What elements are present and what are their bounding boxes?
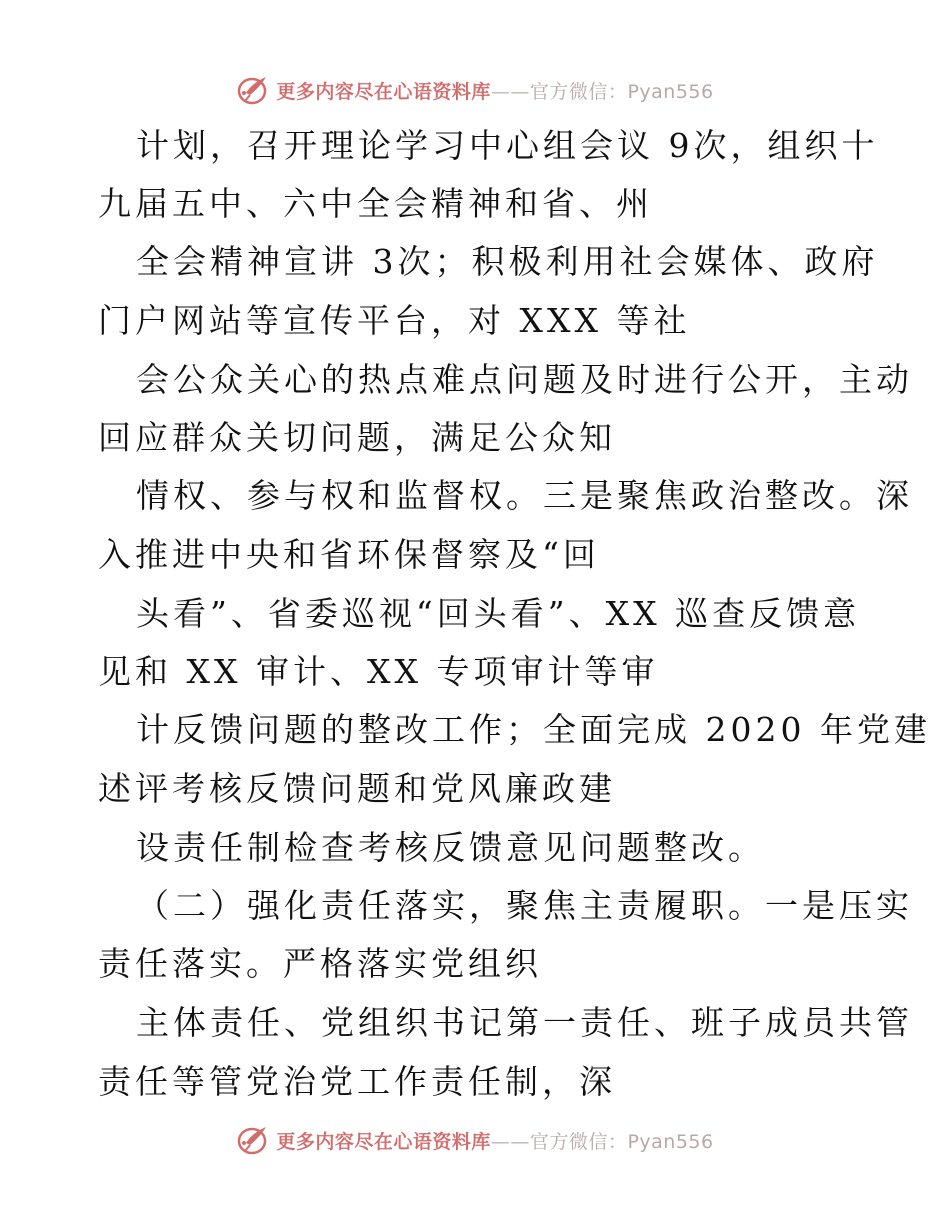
watermark-contact-id: Pyan556	[627, 80, 714, 103]
text-line: 全会精神宣讲 3次；积极利用社会媒体、政府	[136, 242, 879, 281]
text-line: 会公众关心的热点难点问题及时进行公开，主动	[136, 360, 913, 399]
text-line: 计反馈问题的整改工作；全面完成 2020 年党建	[136, 710, 931, 749]
text-line: 入推进中央和省环保督察及“回	[98, 535, 600, 574]
footer-watermark	[0, 1120, 950, 1160]
text-line: 述评考核反馈问题和党风廉政建	[98, 769, 616, 808]
watermark-contact-label: 官方微信：	[529, 1130, 628, 1153]
text-line: 计划，召开理论学习中心组会议 9次，组织十	[136, 126, 879, 165]
watermark-contact-label: 官方微信：	[529, 80, 628, 103]
watermark-text	[276, 1127, 713, 1154]
watermark-separator: ——	[490, 80, 530, 103]
text-line: 见和 XX 审计、XX 专项审计等审	[98, 652, 659, 691]
text-line: 责任落实。严格落实党组织	[98, 944, 542, 983]
watermark-text	[276, 77, 713, 104]
text-line: 九届五中、六中全会精神和省、州	[98, 184, 653, 223]
text-line: 回应群众关切问题，满足公众知	[98, 418, 616, 457]
watermark-contact-id: Pyan556	[627, 1130, 714, 1153]
watermark-brand: 更多内容尽在心语资料库	[276, 1130, 491, 1153]
quill-logo-icon	[236, 73, 274, 107]
text-line: （二）强化责任落实，聚焦主责履职。一是压实	[136, 886, 913, 925]
header-watermark	[0, 70, 950, 110]
text-line: 门户网站等宣传平台，对 XXX 等社	[98, 301, 691, 340]
quill-logo-icon	[236, 1123, 274, 1157]
text-line: 情权、参与权和监督权。三是聚焦政治整改。深	[136, 476, 913, 515]
text-line: 设责任制检查考核反馈意见问题整改。	[136, 828, 765, 867]
text-line: 头看”、省委巡视“回头看”、XX 巡查反馈意	[136, 594, 861, 633]
watermark-separator: ——	[490, 1130, 530, 1153]
text-line: 主体责任、党组织书记第一责任、班子成员共管	[136, 1003, 913, 1042]
text-line: 责任等管党治党工作责任制，深	[98, 1062, 616, 1101]
watermark-brand: 更多内容尽在心语资料库	[276, 80, 491, 103]
